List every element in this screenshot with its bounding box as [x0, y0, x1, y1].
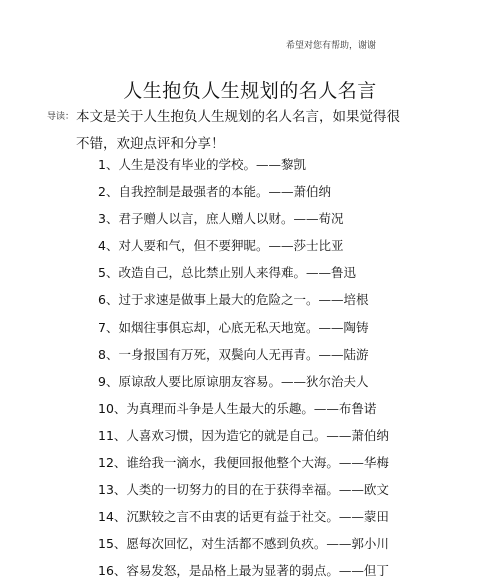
quote-text: 自我控制是最强者的本能。——萧伯纳	[118, 184, 331, 200]
quote-text: 人生是没有毕业的学校。——黎凯	[118, 157, 306, 172]
list-item	[98, 395, 389, 422]
quote-number: 8、	[98, 346, 119, 362]
intro-line: 本文是关于人生抱负人生规划的名人名言，如果觉得很	[76, 109, 400, 125]
list-item	[98, 422, 389, 449]
quote-number: 14、	[98, 509, 127, 525]
quote-number: 9、	[98, 373, 119, 389]
list-item	[98, 503, 389, 530]
quote-text: 改造自己，总比禁止别人来得难。——鲁迅	[118, 265, 356, 281]
quote-text: 人喜欢习惯，因为造它的就是自己。——萧伯纳	[126, 427, 389, 443]
list-item	[98, 476, 389, 503]
quote-number: 13、	[98, 482, 127, 498]
list-item	[98, 178, 389, 205]
quote-text: 容易发怒，是品格上最为显著的弱点。——但丁	[126, 563, 389, 579]
quote-number: 10、	[98, 400, 127, 416]
quote-number: 11、	[98, 427, 127, 443]
list-item	[98, 151, 389, 178]
list-item	[98, 314, 389, 341]
quote-number: 16、	[98, 563, 127, 579]
quote-text: 愿每次回忆，对生活都不感到负疚。——郭小川	[126, 536, 389, 552]
quote-number: 5、	[98, 265, 119, 281]
quote-text: 一身报国有万死，双鬓向人无再青。——陆游	[118, 346, 369, 362]
list-item	[98, 530, 389, 557]
list-item	[98, 557, 389, 584]
quote-text: 对人要和气，但不要狎昵。——莎士比亚	[118, 238, 344, 254]
intro-label: 导读：	[47, 112, 75, 122]
quote-list	[98, 151, 389, 585]
intro-line: 不错，欢迎点评和分享！	[76, 136, 225, 152]
quote-number: 4、	[98, 238, 119, 254]
quote-text: 如烟往事俱忘却，心底无私天地宽。——陶铸	[118, 319, 369, 335]
quote-text: 为真理而斗争是人生最大的乐趣。——布鲁诺	[126, 400, 377, 416]
header-note: 希望对您有帮助，谢谢	[285, 41, 376, 51]
quote-text: 人类的一切努力的目的在于获得幸福。——欧文	[126, 482, 389, 498]
quote-number: 12、	[98, 455, 127, 471]
list-item	[98, 368, 389, 395]
quote-number: 7、	[98, 319, 119, 335]
quote-number: 2、	[98, 184, 119, 200]
quote-number: 3、	[98, 211, 119, 227]
quote-text: 原谅敌人要比原谅朋友容易。——狄尔治夫人	[118, 373, 369, 389]
list-item	[98, 232, 389, 259]
quote-text: 谁给我一滴水，我便回报他整个大海。——华梅	[126, 455, 389, 471]
quote-number: 1、	[98, 157, 119, 172]
list-item	[98, 259, 389, 286]
document-title: 人生抱负人生规划的名人名言	[123, 80, 377, 102]
list-item	[98, 286, 389, 313]
list-item	[98, 449, 389, 476]
list-item	[98, 205, 389, 232]
intro-paragraph	[47, 104, 416, 158]
quote-number: 15、	[98, 536, 127, 552]
quote-number: 6、	[98, 292, 119, 308]
list-item	[98, 341, 389, 368]
quote-text: 君子赠人以言，庶人赠人以财。——荀况	[118, 211, 344, 227]
quote-text: 沉默较之言不由衷的话更有益于社交。——蒙田	[126, 509, 389, 525]
quote-text: 过于求速是做事上最大的危险之一。——培根	[118, 292, 369, 308]
